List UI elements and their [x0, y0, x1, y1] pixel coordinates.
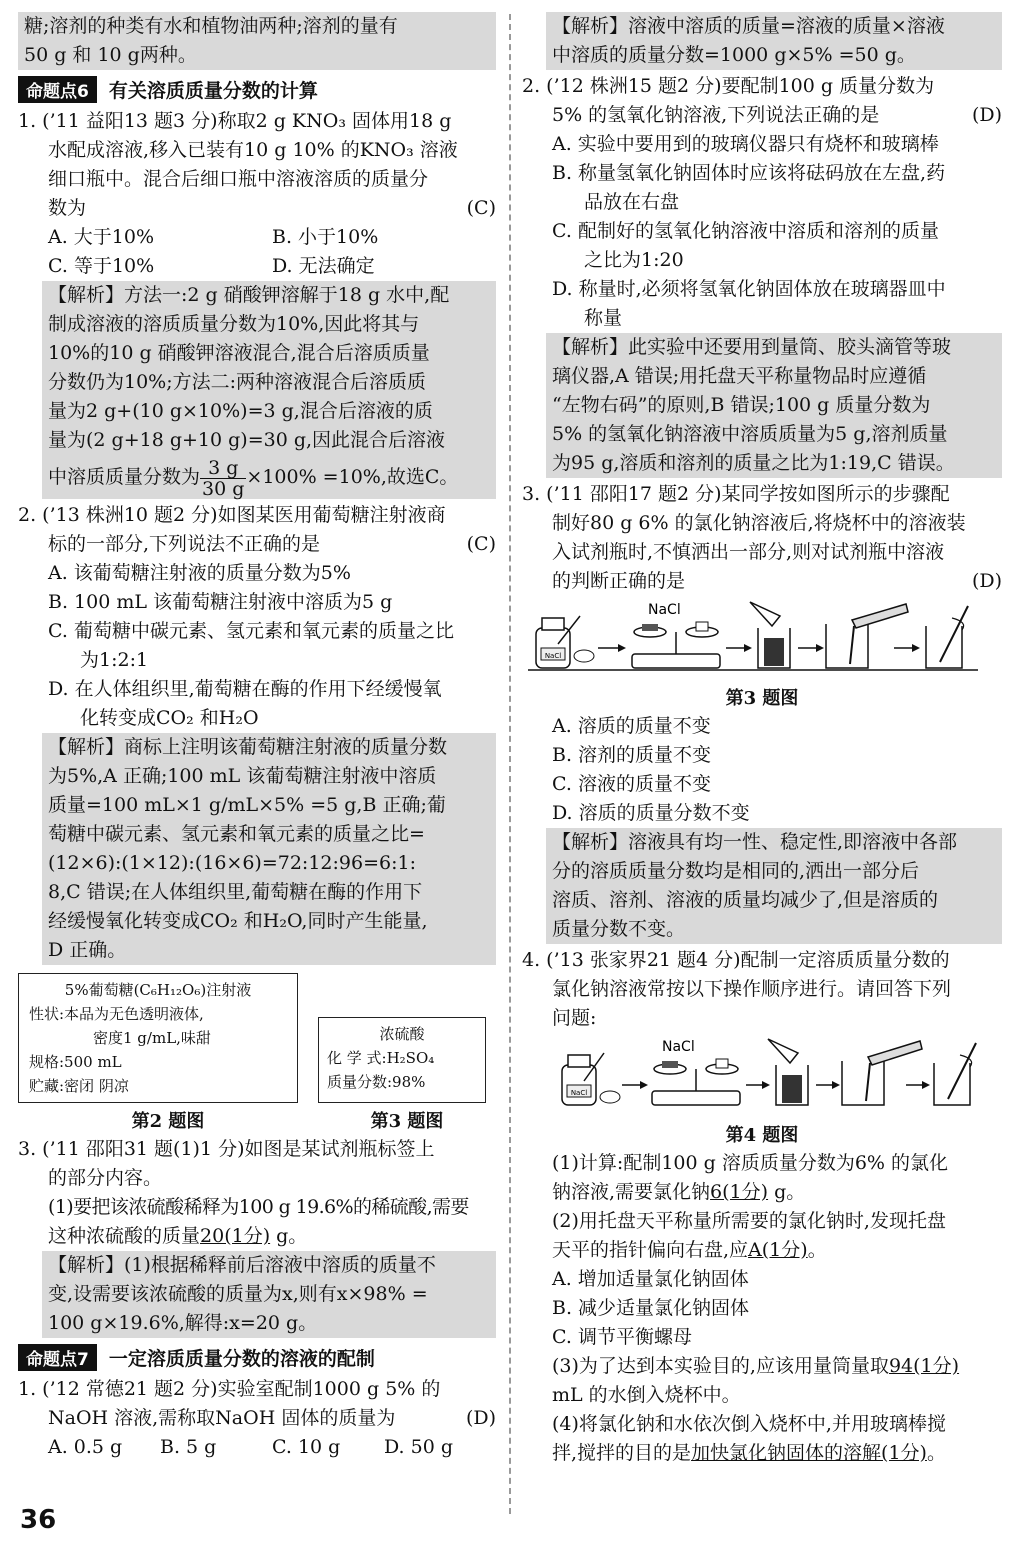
pour-water-icon	[826, 604, 908, 668]
svg-text:NaCl: NaCl	[648, 602, 681, 618]
explanation-box: 【解析】溶液具有均一性、稳定性,即溶液中各部 分的溶质质量分数均是相同的,洒出一部分后 溶质、溶剂、溶液的质量均减少了,但是溶质的 质量分数不变。	[546, 828, 1002, 944]
beaker-pour-icon	[768, 1039, 808, 1105]
procedure-figure-4	[522, 1035, 1002, 1121]
answer: (D)	[465, 1407, 496, 1429]
explanation-box: 【解析】此实验中还要用到量筒、胶头滴管等玻 璃仪器,A 错误;用托盘天平称量物品时应遵循 “左物右码”的原则,B 错误;100 g 质量分数为 5% 的氢氧化钠溶液中溶质质量为5 g,溶剂质量 为95 g,溶质和溶剂的质量之比为1:19,C 错误。	[546, 333, 1002, 478]
question-1: 1. (’11 益阳13 题3 分)称取2 g KNO₃ 固体用18 g 水配成溶液,移入已装有10 g 10% 的KNO₃ 溶液 细口瓶中。混合后细口瓶中溶液溶质的质量分 数为 (C) A. 大于10% B. 小于10% C. 等于10% D. 无法确定 【解析】方法一:2 g 硝酸钾溶解于18 g 水中,配 制成溶液的溶质质量分数为10%,因此将其与 10%的10 g 硝酸钾溶液混合,混合后溶质质量 分数仍为10%;方法二:两种溶液混合后溶质质 量为2 g+(10 g×10%)=3 g,混合后溶液的质 量为(2 g+18 g+10 g)=30 g,因此混合后溶液 中溶质质量分数为 $\frac{3 g}{30 g}$ ×100% =10%,故选C。	[18, 110, 496, 500]
fill-answer: A(1分)	[748, 1239, 808, 1261]
answer: (C)	[466, 197, 496, 219]
procedure-diagram	[522, 598, 982, 680]
question-7-3: 3. (’11 邵阳17 题2 分)某同学按如图所示的步骤配 制好80 g 6% 的氯化钠溶液后,将烧杯中的溶液装 入试剂瓶时,不慎洒出一部分,则对试剂瓶中溶液 的判断正确的是 (D) NaCl NaCl 第3 题图 A. 溶质的质量不变 B. 溶剂的质量不变 C. 溶液的质量不变 D. 溶质的质量分数不变 【解析】溶液具有均一性、稳定性,即溶液中各部 分的溶质质量分数均是相同的,洒出一部分后 溶质、溶剂、溶液的质量均减少了,但是溶质的 质量分数不变。	[522, 480, 1002, 944]
fill-answer: 94(1分)	[888, 1355, 960, 1377]
carryover-explanation: 【解析】溶液中溶质的质量=溶液的质量×溶液 中溶质的质量分数=1000 g×5% =50 g。	[546, 12, 1002, 70]
options: A. 0.5 g B. 5 g C. 10 g D. 50 g	[48, 1436, 454, 1458]
reagent-bottle-icon	[536, 616, 594, 668]
answer: (C)	[466, 533, 496, 555]
carryover-explanation: 糖;溶剂的种类有水和植物油两种;溶剂的量有 50 g 和 10 g两种。	[18, 12, 496, 70]
section-title: 有关溶质质量分数的计算	[108, 80, 318, 102]
glucose-label: 5%葡萄糖(C₆H₁₂O₆)注射液 性状:本品为无色透明液体, 密度1 g/mL,味甜 规格:500 mL 贮藏:密闭 阴凉	[18, 973, 298, 1103]
svg-text:NaCl: NaCl	[662, 1039, 695, 1055]
label-figures	[18, 973, 496, 1103]
stirring-icon	[934, 1043, 976, 1105]
pour-water-icon	[842, 1041, 922, 1105]
section-title: 一定溶质质量分数的溶液的配制	[108, 1348, 375, 1370]
section-tag: 命题点7	[18, 1344, 97, 1371]
procedure-figure-3	[522, 598, 1002, 684]
fraction: $\frac{3 g}{30 g}$	[202, 456, 245, 500]
sulfuric-acid-label: 浓硫酸 化 学 式:H₂SO₄ 质量分数:98%	[318, 1017, 486, 1103]
figure-captions: 第2 题图 第3 题图	[131, 1111, 444, 1132]
answer: (D)	[971, 570, 1002, 592]
beaker-pour-icon	[750, 602, 790, 668]
figure-caption: 第4 题图	[725, 1125, 799, 1146]
reagent-bottle-icon	[562, 1053, 620, 1105]
options: C. 等于10% D. 无法确定	[48, 255, 375, 277]
page-number: 36	[20, 1505, 57, 1535]
question-2: 2. (’13 株洲10 题2 分)如图某医用葡萄糖注射液商 标的一部分,下列说法不正确的是 (C) A. 该葡萄糖注射液的质量分数为5% B. 100 mL 该葡萄糖注射液中溶质为5 g C. 葡萄糖中碳元素、氢元素和氧元素的质量之比 为1:2:1 D. 在人体组织里,葡萄糖在酶的作用下经缓慢氧 化转变成CO₂ 和H₂O 【解析】商标上注明该葡萄糖注射液的质量分数 为5%,A 正确;100 mL 该葡萄糖注射液中溶质 质量=100 mL×1 g/mL×5% =5 g,B 正确;葡 萄糖中碳元素、氢元素和氧元素的质量之比= (12×6):(1×12):(16×6)=72:12:96=6:1: 8,C 错误;在人体组织里,葡萄糖在酶的作用下 经缓慢氧化转变成CO₂ 和H₂O,同时产生能量, D 正确。	[18, 501, 496, 965]
svg-text:NaCl: NaCl	[544, 652, 562, 660]
balance-icon	[632, 602, 720, 668]
left-column	[18, 12, 496, 1462]
answer: (D)	[971, 104, 1002, 126]
right-column	[522, 12, 1002, 1468]
section-tag: 命题点6	[18, 76, 97, 103]
fill-answer: 20(1分)	[200, 1225, 271, 1247]
question-7-4: 4. (’13 张家界21 题4 分)配制一定溶质质量分数的 氯化钠溶液常按以下操作顺序进行。请回答下列 问题: NaCl NaCl 第4 题图 (1)计算:配制100 g 溶质质量分数为6% 的氯化 钠溶液,需要氯化钠6(1分) g。 (2)用托盘天平称量所需要的氯化钠时,发现托盘 天平的指针偏向右盘,应A(1分)。 A. 增加适量氯化钠固体 B. 减少适量氯化钠固体 C. 调节平衡螺母 (3)为了达到本实验目的,应该用量筒量取94(1分) mL 的水倒入烧杯中。 (4)将氯化钠和水依次倒入烧杯中,并用玻璃棒搅 拌,搅拌的目的是加快氯化钠固体的溶解(1分)。	[522, 946, 1002, 1468]
section-header-6	[18, 76, 496, 103]
fill-answer: 6(1分)	[710, 1181, 769, 1203]
fill-answer: 加快氯化钠固体的溶解(1分)	[691, 1442, 927, 1464]
section-header-7	[18, 1344, 496, 1371]
question-7-2: 2. (’12 株洲15 题2 分)要配制100 g 质量分数为 5% 的氢氧化钠溶液,下列说法正确的是 (D) A. 实验中要用到的玻璃仪器只有烧杯和玻璃棒 B. 称量氢氧化钠固体时应该将砝码放在左盘,药 品放在右盘 C. 配制好的氢氧化钠溶液中溶质和溶剂的质量 之比为1:20 D. 称量时,必须将氢氧化钠固体放在玻璃器皿中 称量 【解析】此实验中还要用到量筒、胶头滴管等玻 璃仪器,A 错误;用托盘天平称量物品时应遵循 “左物右码”的原则,B 错误;100 g 质量分数为 5% 的氢氧化钠溶液中溶质质量为5 g,溶剂质量 为95 g,溶质和溶剂的质量之比为1:19,C 错误。	[522, 72, 1002, 478]
options: A. 大于10% B. 小于10%	[48, 226, 379, 248]
procedure-diagram	[522, 1035, 982, 1117]
question-7-1: 1. (’12 常德21 题2 分)实验室配制1000 g 5% 的 NaOH 溶液,需称取NaOH 固体的质量为 (D) A. 0.5 g B. 5 g C. 10 g D. 50 g	[18, 1375, 496, 1462]
figure-caption: 第3 题图	[725, 688, 799, 709]
column-divider	[509, 14, 511, 1514]
svg-text:NaCl: NaCl	[570, 1089, 588, 1097]
stirring-icon	[926, 606, 968, 668]
explanation-box: 【解析】商标上注明该葡萄糖注射液的质量分数 为5%,A 正确;100 mL 该葡萄糖注射液中溶质 质量=100 mL×1 g/mL×5% =5 g,B 正确;葡 萄糖中碳元素、氢元素和氧元素的质量之比= (12×6):(1×12):(16×6)=72:12:96=6:1: 8,C 错误;在人体组织里,葡萄糖在酶的作用下 经缓慢氧化转变成CO₂ 和H₂O,同时产生能量, D 正确。	[42, 733, 496, 965]
question-3: 3. (’11 邵阳31 题(1)1 分)如图是某试剂瓶标签上 的部分内容。 (1)要把该浓硫酸稀释为100 g 19.6%的稀硫酸,需要 这种浓硫酸的质量20(1分) g。 【解析】(1)根据稀释前后溶液中溶质的质量不 变,设需要该浓硫酸的质量为x,则有x×98% = 100 g×19.6%,解得:x=20 g。	[18, 1135, 496, 1338]
explanation-box: 【解析】(1)根据稀释前后溶液中溶质的质量不 变,设需要该浓硫酸的质量为x,则有x×98% = 100 g×19.6%,解得:x=20 g。	[42, 1251, 496, 1338]
explanation-box: 【解析】方法一:2 g 硝酸钾溶解于18 g 水中,配 制成溶液的溶质质量分数为10%,因此将其与 10%的10 g 硝酸钾溶液混合,混合后溶质质量 分数仍为10%;方法二:两种溶液混合后溶质质 量为2 g+(10 g×10%)=3 g,混合后溶液的质 量为(2 g+18 g+10 g)=30 g,因此混合后溶液 中溶质质量分数为 $\frac{3 g}{30 g}$ ×100% =10%,故选C。	[42, 281, 496, 499]
balance-icon	[652, 1039, 740, 1105]
